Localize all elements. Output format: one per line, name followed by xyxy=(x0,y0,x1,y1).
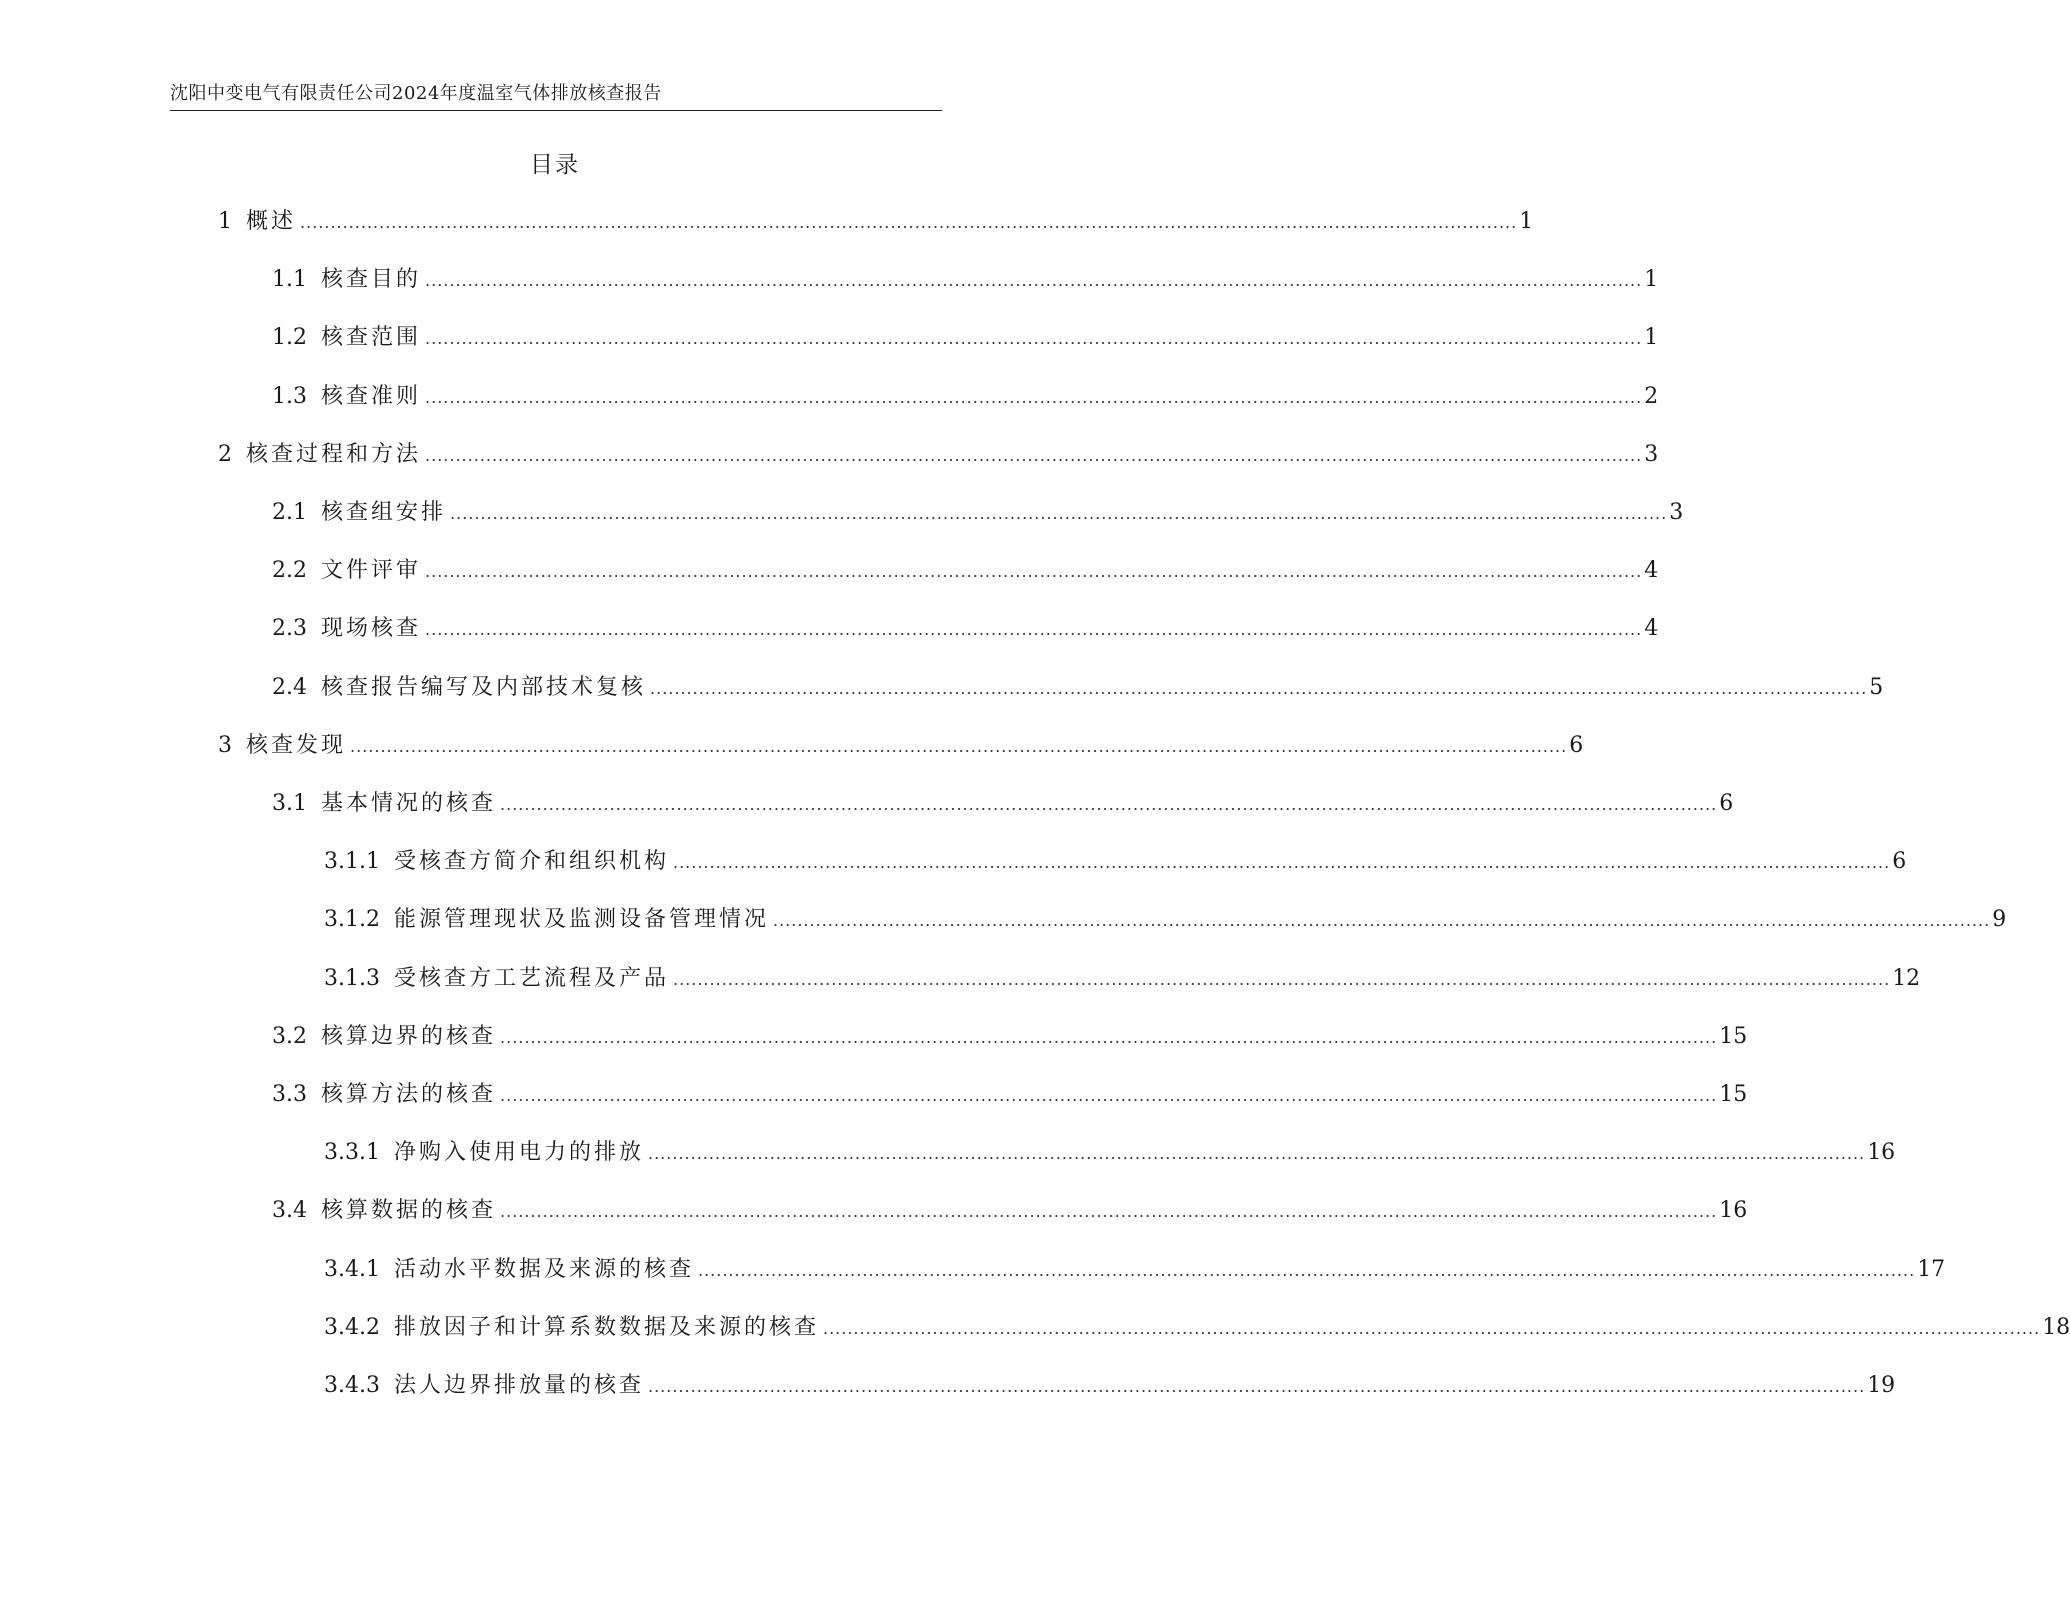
toc-entry-page-number: 16 xyxy=(1719,1198,1748,1224)
toc-entry-number: 1.2 xyxy=(272,325,307,351)
toc-entry-number: 2.1 xyxy=(272,500,307,525)
toc-entry[interactable] xyxy=(272,1077,1748,1111)
toc-dot-leader: ........................................................................................................................................................................................................ xyxy=(823,1318,2041,1338)
toc-entry-label: 受核查方工艺流程及产品 xyxy=(393,965,669,991)
toc-dot-leader: ........................................................................................................................................................................................................ xyxy=(698,1260,1916,1280)
toc-entry[interactable] xyxy=(272,495,1684,529)
toc-dot-leader: ........................................................................................................................................................................................................ xyxy=(500,1086,1718,1105)
toc-entry-page-number: 1 xyxy=(1644,267,1659,293)
toc-entry-label: 核查报告编写及内部技术复核 xyxy=(321,674,647,700)
toc-dot-leader: ........................................................................................................................................................................................................ xyxy=(500,1202,1718,1222)
toc-entry-label: 文件评审 xyxy=(321,558,422,584)
toc-entry[interactable] xyxy=(272,611,1659,645)
toc-entry-page-number: 1 xyxy=(1519,209,1534,234)
toc-entry[interactable] xyxy=(272,320,1659,354)
toc-dot-leader: ........................................................................................................................................................................................................ xyxy=(425,271,1643,291)
toc-entry-page-number: 4 xyxy=(1644,558,1659,584)
toc-entry-page-number: 3 xyxy=(1644,441,1659,467)
toc-entry-number: 1.3 xyxy=(272,383,307,409)
toc-dot-leader: ........................................................................................................................................................................................................ xyxy=(425,387,1643,407)
toc-entry-number: 2.4 xyxy=(272,674,307,700)
toc-dot-leader: ........................................................................................................................................................................................................ xyxy=(648,1377,1866,1396)
toc-dot-leader: ........................................................................................................................................................................................................ xyxy=(500,1027,1718,1047)
toc-entry-page-number: 9 xyxy=(1992,907,2007,933)
toc-entry-label: 概述 xyxy=(246,209,297,234)
toc-entry-number: 3.4 xyxy=(272,1198,307,1224)
toc-entry-label: 现场核查 xyxy=(321,616,422,642)
toc-entry-page-number: 16 xyxy=(1867,1140,1896,1166)
toc-dot-leader: ........................................................................................................................................................................................................ xyxy=(425,620,1643,640)
toc-entry-label: 核查发现 xyxy=(246,732,347,758)
toc-entry-label: 能源管理现状及监测设备管理情况 xyxy=(393,907,769,933)
toc-entry-page-number: 5 xyxy=(1869,674,1884,700)
toc-entry[interactable] xyxy=(218,437,1659,471)
toc-entry[interactable] xyxy=(324,961,1921,995)
toc-entry-number: 3.1.1 xyxy=(324,849,380,875)
toc-entry-number: 3.4.1 xyxy=(324,1256,380,1282)
toc-dot-leader: ........................................................................................................................................................................................................ xyxy=(450,504,1668,523)
toc-title: 目录 xyxy=(530,152,580,178)
toc-entry[interactable] xyxy=(272,553,1659,587)
toc-entry-number: 2.3 xyxy=(272,616,307,642)
toc-entry-label: 排放因子和计算系数数据及来源的核查 xyxy=(393,1314,819,1340)
toc-entry-number: 3.3 xyxy=(272,1082,307,1107)
toc-entry[interactable] xyxy=(324,1368,1896,1402)
toc-entry-number: 3.1 xyxy=(272,791,307,816)
toc-entry-page-number: 3 xyxy=(1669,500,1684,525)
toc-entry-number: 3.1.3 xyxy=(324,965,380,991)
toc-entry-number: 3.1.2 xyxy=(324,907,380,933)
toc-entry-page-number: 6 xyxy=(1719,791,1734,816)
toc-dot-leader: ........................................................................................................................................................................................................ xyxy=(425,562,1643,582)
toc-entry-page-number: 17 xyxy=(1917,1256,1946,1282)
toc-entry-page-number: 6 xyxy=(1892,849,1907,875)
toc-entry[interactable] xyxy=(324,844,1907,878)
toc-entry[interactable] xyxy=(324,1252,1946,1286)
toc-entry-page-number: 6 xyxy=(1569,732,1584,758)
toc-dot-leader: ........................................................................................................................................................................................................ xyxy=(650,678,1868,698)
toc-entry-label: 受核查方简介和组织机构 xyxy=(393,849,669,875)
toc-dot-leader: ........................................................................................................................................................................................................ xyxy=(673,853,1891,873)
toc-entry-number: 3.4.3 xyxy=(324,1373,380,1398)
toc-entry-number: 3.2 xyxy=(272,1023,307,1049)
toc-entry[interactable] xyxy=(272,1193,1748,1227)
toc-entry[interactable] xyxy=(324,902,2007,936)
toc-entry-page-number: 4 xyxy=(1644,616,1659,642)
toc-entry[interactable] xyxy=(218,204,1534,238)
toc-entry-label: 核查范围 xyxy=(321,325,422,351)
toc-entry-label: 核算方法的核查 xyxy=(321,1082,497,1107)
toc-dot-leader: ........................................................................................................................................................................................................ xyxy=(500,795,1718,814)
toc-dot-leader: ........................................................................................................................................................................................................ xyxy=(673,969,1891,989)
toc-entry-page-number: 18 xyxy=(2042,1314,2070,1340)
toc-entry-label: 核算数据的核查 xyxy=(321,1198,497,1224)
toc-entry[interactable] xyxy=(272,670,1884,704)
toc-entry-page-number: 2 xyxy=(1644,383,1659,409)
toc-dot-leader: ........................................................................................................................................................................................................ xyxy=(425,329,1643,349)
toc-dot-leader: ........................................................................................................................................................................................................ xyxy=(648,1144,1866,1164)
toc-entry-page-number: 19 xyxy=(1867,1373,1896,1398)
toc-dot-leader: ........................................................................................................................................................................................................ xyxy=(300,213,1518,232)
toc-entry-label: 核查目的 xyxy=(321,267,422,293)
toc-entry-page-number: 1 xyxy=(1644,325,1659,351)
toc-entry-number: 3.4.2 xyxy=(324,1314,380,1340)
toc-dot-leader: ........................................................................................................................................................................................................ xyxy=(773,911,1991,931)
toc-entry[interactable] xyxy=(272,262,1659,296)
toc-entry-number: 1.1 xyxy=(272,267,307,293)
toc-entry-number: 2.2 xyxy=(272,558,307,584)
toc-dot-leader: ........................................................................................................................................................................................................ xyxy=(350,736,1568,756)
toc-entry[interactable] xyxy=(272,786,1734,820)
toc-entry-label: 活动水平数据及来源的核查 xyxy=(393,1256,694,1282)
toc-entry-label: 净购入使用电力的排放 xyxy=(393,1140,644,1166)
toc-entry-label: 核查组安排 xyxy=(321,500,447,525)
toc-entry[interactable] xyxy=(218,728,1584,762)
toc-entry-page-number: 12 xyxy=(1892,965,1921,991)
toc-entry-page-number: 15 xyxy=(1719,1082,1748,1107)
toc-entry-number: 1 xyxy=(218,209,232,234)
toc-entry[interactable] xyxy=(324,1135,1896,1169)
toc-entry[interactable] xyxy=(272,1019,1748,1053)
toc-entry-label: 基本情况的核查 xyxy=(321,791,497,816)
toc-entry[interactable] xyxy=(272,379,1659,413)
toc-entry[interactable] xyxy=(324,1310,2070,1344)
toc-entry-number: 2 xyxy=(218,441,232,467)
toc-entry-label: 核查过程和方法 xyxy=(246,441,422,467)
toc-entry-label: 核算边界的核查 xyxy=(321,1023,497,1049)
header-title: 沈阳中变电气有限责任公司2024年度温室气体排放核查报告 xyxy=(170,83,662,104)
toc-entry-number: 3 xyxy=(218,732,232,758)
toc-entry-page-number: 15 xyxy=(1719,1023,1748,1049)
toc-entry-number: 3.3.1 xyxy=(324,1140,380,1166)
toc-entry-label: 法人边界排放量的核查 xyxy=(393,1373,644,1398)
toc-dot-leader: ........................................................................................................................................................................................................ xyxy=(425,445,1643,465)
toc-entry-label: 核查准则 xyxy=(321,383,422,409)
